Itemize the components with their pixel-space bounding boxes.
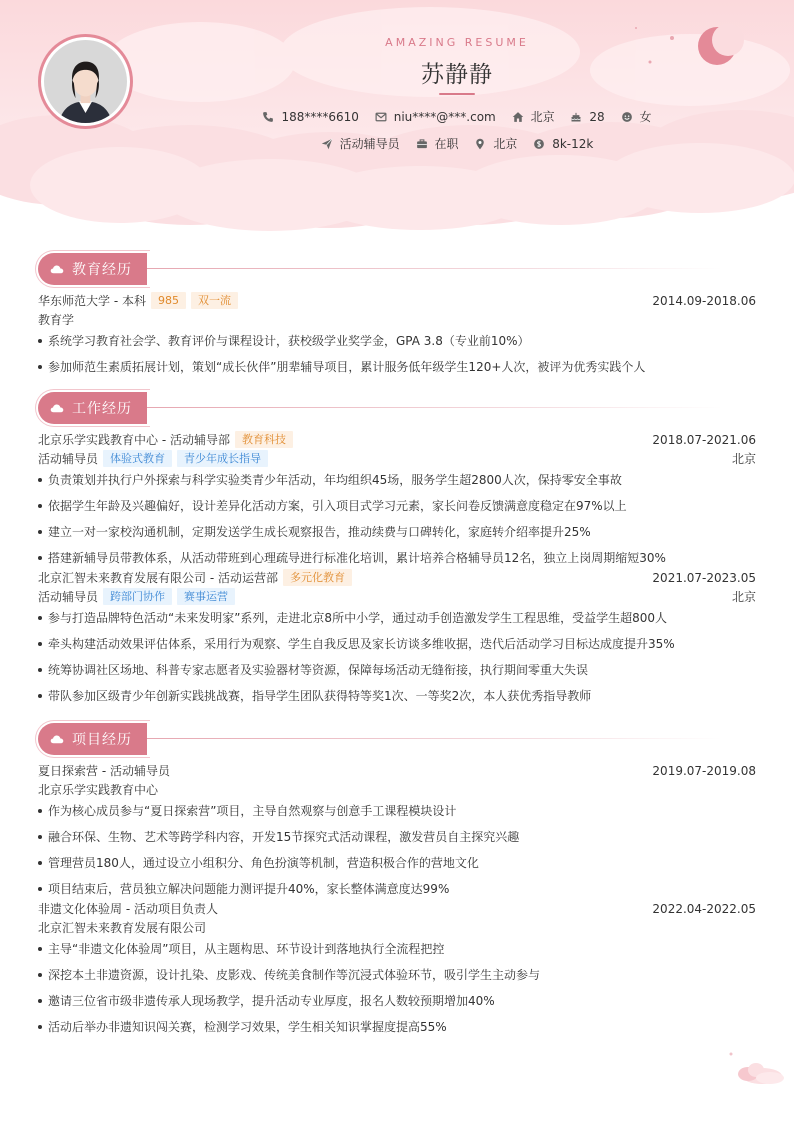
job-role: 活动辅导员 [38, 590, 99, 604]
role-tag: 跨部门协作 [103, 588, 172, 605]
list-item: 主导“非遗文化体验周”项目，从主题构思、环节设计到落地执行全流程把控 [38, 939, 756, 965]
company-department: 北京乐学实践教育中心 - 活动辅导部 [38, 433, 230, 447]
list-item: 深挖本土非遗资源，设计扎染、皮影戏、传统美食制作等沉浸式体验环节，吸引学生主动参与 [38, 965, 756, 991]
list-item: 系统学习教育社会学、教育评价与课程设计，获校级学业奖学金，GPA 3.8（专业前10%） [38, 331, 756, 357]
send-icon [321, 138, 333, 150]
role-tag: 青少年成长指导 [177, 450, 268, 467]
work-section [38, 392, 756, 712]
section-divider [147, 738, 722, 739]
contact-info-row [0, 108, 794, 126]
education-bullets [38, 331, 756, 383]
school-degree: 华东师范大学 - 本科 [38, 294, 146, 308]
project-organization: 北京乐学实践教育中心 [38, 783, 159, 797]
list-item: 作为核心成员参与“夏日探索营”项目，主导自然观察与创意手工课程模块设计 [38, 801, 756, 827]
list-item: 邀请三位省市级非遗传承人现场教学，提升活动专业厚度，报名人数较预期增加40% [38, 991, 756, 1017]
work-entry [38, 568, 756, 712]
phone-icon [262, 111, 274, 123]
cloud-icon [50, 734, 64, 744]
project-name-role: 非遗文化体验周 - 活动项目负责人 [38, 902, 218, 916]
work-entry [38, 430, 756, 574]
major: 教育学 [38, 313, 75, 327]
cloud-icon [50, 403, 64, 413]
phone-info: 188****6610 [262, 110, 358, 124]
education-entry [38, 291, 756, 383]
company-tag: 教育科技 [235, 431, 293, 448]
education-section-title: 教育经历 [38, 253, 147, 285]
list-item: 建立一对一家校沟通机制，定期发送学生成长观察报告，推动续费与口碑转化，家庭转介绍率提升25% [38, 522, 756, 548]
project-bullets [38, 939, 756, 1043]
project-bullets [38, 801, 756, 905]
list-item: 统筹协调社区场地、科普专家志愿者及实验器材等资源，保障每场活动无缝衔接，执行期间零重大失误 [38, 660, 756, 686]
list-item: 牵头构建活动效果评估体系，采用行为观察、学生自我反思及家长访谈多维收据，迭代后活动学习目标达成度提升35% [38, 634, 756, 660]
list-item: 搭建新辅导员带教体系，从活动带班到心理疏导进行标准化培训，累计培养合格辅导员12名，独立上岗周期缩短30% [38, 548, 756, 574]
education-section-header [38, 253, 756, 285]
company-department: 北京汇智未来教育发展有限公司 - 活动运营部 [38, 571, 278, 585]
candidate-name: 苏静静 [421, 62, 493, 88]
project-date: 2022.04-2022.05 [652, 901, 756, 916]
brand-tagline: AMAZING RESUME [385, 36, 529, 49]
cloud-icon [50, 264, 64, 274]
work-bullets [38, 608, 756, 712]
work-date: 2021.07-2023.05 [652, 570, 756, 585]
salary-icon [533, 138, 545, 150]
gender-icon [621, 111, 633, 123]
list-item: 负责策划并执行户外探索与科学实验类青少年活动，年均组织45场，服务学生超2800人次，保持零安全事故 [38, 470, 756, 496]
age-info: 28 [570, 110, 604, 124]
role-tag: 赛事运营 [177, 588, 235, 605]
role-tag: 体验式教育 [103, 450, 172, 467]
email-icon [375, 111, 387, 123]
list-item: 项目结束后，营员独立解决问题能力测评提升40%，家长整体满意度达99% [38, 879, 756, 905]
home-icon [512, 111, 524, 123]
work-date: 2018.07-2021.06 [652, 432, 756, 447]
school-tag: 双一流 [191, 292, 238, 309]
birthday-cake-icon [570, 111, 582, 123]
list-item: 活动后举办非遗知识闯关赛，检测学习效果，学生相关知识掌握度提高55% [38, 1017, 756, 1043]
gender-info: 女 [621, 108, 652, 125]
list-item: 管理营员180人，通过设立小组积分、角色扮演等机制，营造积极合作的营地文化 [38, 853, 756, 879]
section-divider [147, 407, 722, 408]
education-section [38, 253, 756, 383]
list-item: 参与打造品牌特色活动“未来发明家”系列，走进北京8所中小学，通过动手创造激发学生工程思维，受益学生超800人 [38, 608, 756, 634]
home-info: 北京 [512, 108, 555, 125]
work-section-header [38, 392, 756, 424]
projects-section [38, 723, 756, 1043]
briefcase-icon [416, 138, 428, 150]
project-organization: 北京汇智未来教育发展有限公司 [38, 921, 207, 935]
projects-section-header [38, 723, 756, 755]
work-city: 北京 [731, 590, 756, 604]
list-item: 依据学生年龄及兴趣偏好，设计差异化活动方案，引入项目式学习元素，家长问卷反馈满意度稳定在97%以上 [38, 496, 756, 522]
list-item: 带队参加区级青少年创新实践挑战赛，指导学生团队获得特等奖1次、一等奖2次，本人获优秀指导教师 [38, 686, 756, 712]
name-underline [439, 93, 475, 95]
projects-section-title: 项目经历 [38, 723, 147, 755]
work-bullets [38, 470, 756, 574]
decorative-cloud-icon [726, 1050, 786, 1088]
job-intent-row [0, 135, 794, 153]
education-date: 2014.09-2018.06 [652, 293, 756, 308]
job-status-info: 在职 [416, 135, 459, 152]
project-entry [38, 899, 756, 1043]
list-item: 融合环保、生物、艺术等跨学科内容，开发15节探究式活动课程，激发营员自主探究兴趣 [38, 827, 756, 853]
intended-city-info: 北京 [474, 135, 517, 152]
company-tag: 多元化教育 [283, 569, 352, 586]
job-role: 活动辅导员 [38, 452, 99, 466]
location-pin-icon [474, 138, 486, 150]
resume-header [0, 0, 794, 232]
project-name-role: 夏日探索营 - 活动辅导员 [38, 764, 170, 778]
project-date: 2019.07-2019.08 [652, 763, 756, 778]
list-item: 参加师范生素质拓展计划，策划“成长伙伴”朋辈辅导项目，累计服务低年级学生120+人次，被评为优秀实践个人 [38, 357, 756, 383]
work-section-title: 工作经历 [38, 392, 147, 424]
section-divider [147, 268, 722, 269]
work-city: 北京 [731, 452, 756, 466]
email-info: niu****@***.com [375, 110, 496, 124]
school-tag: 985 [151, 292, 186, 309]
expected-salary-info: 8k-12k [533, 137, 593, 151]
project-entry [38, 761, 756, 905]
intended-position-info: 活动辅导员 [321, 135, 400, 152]
